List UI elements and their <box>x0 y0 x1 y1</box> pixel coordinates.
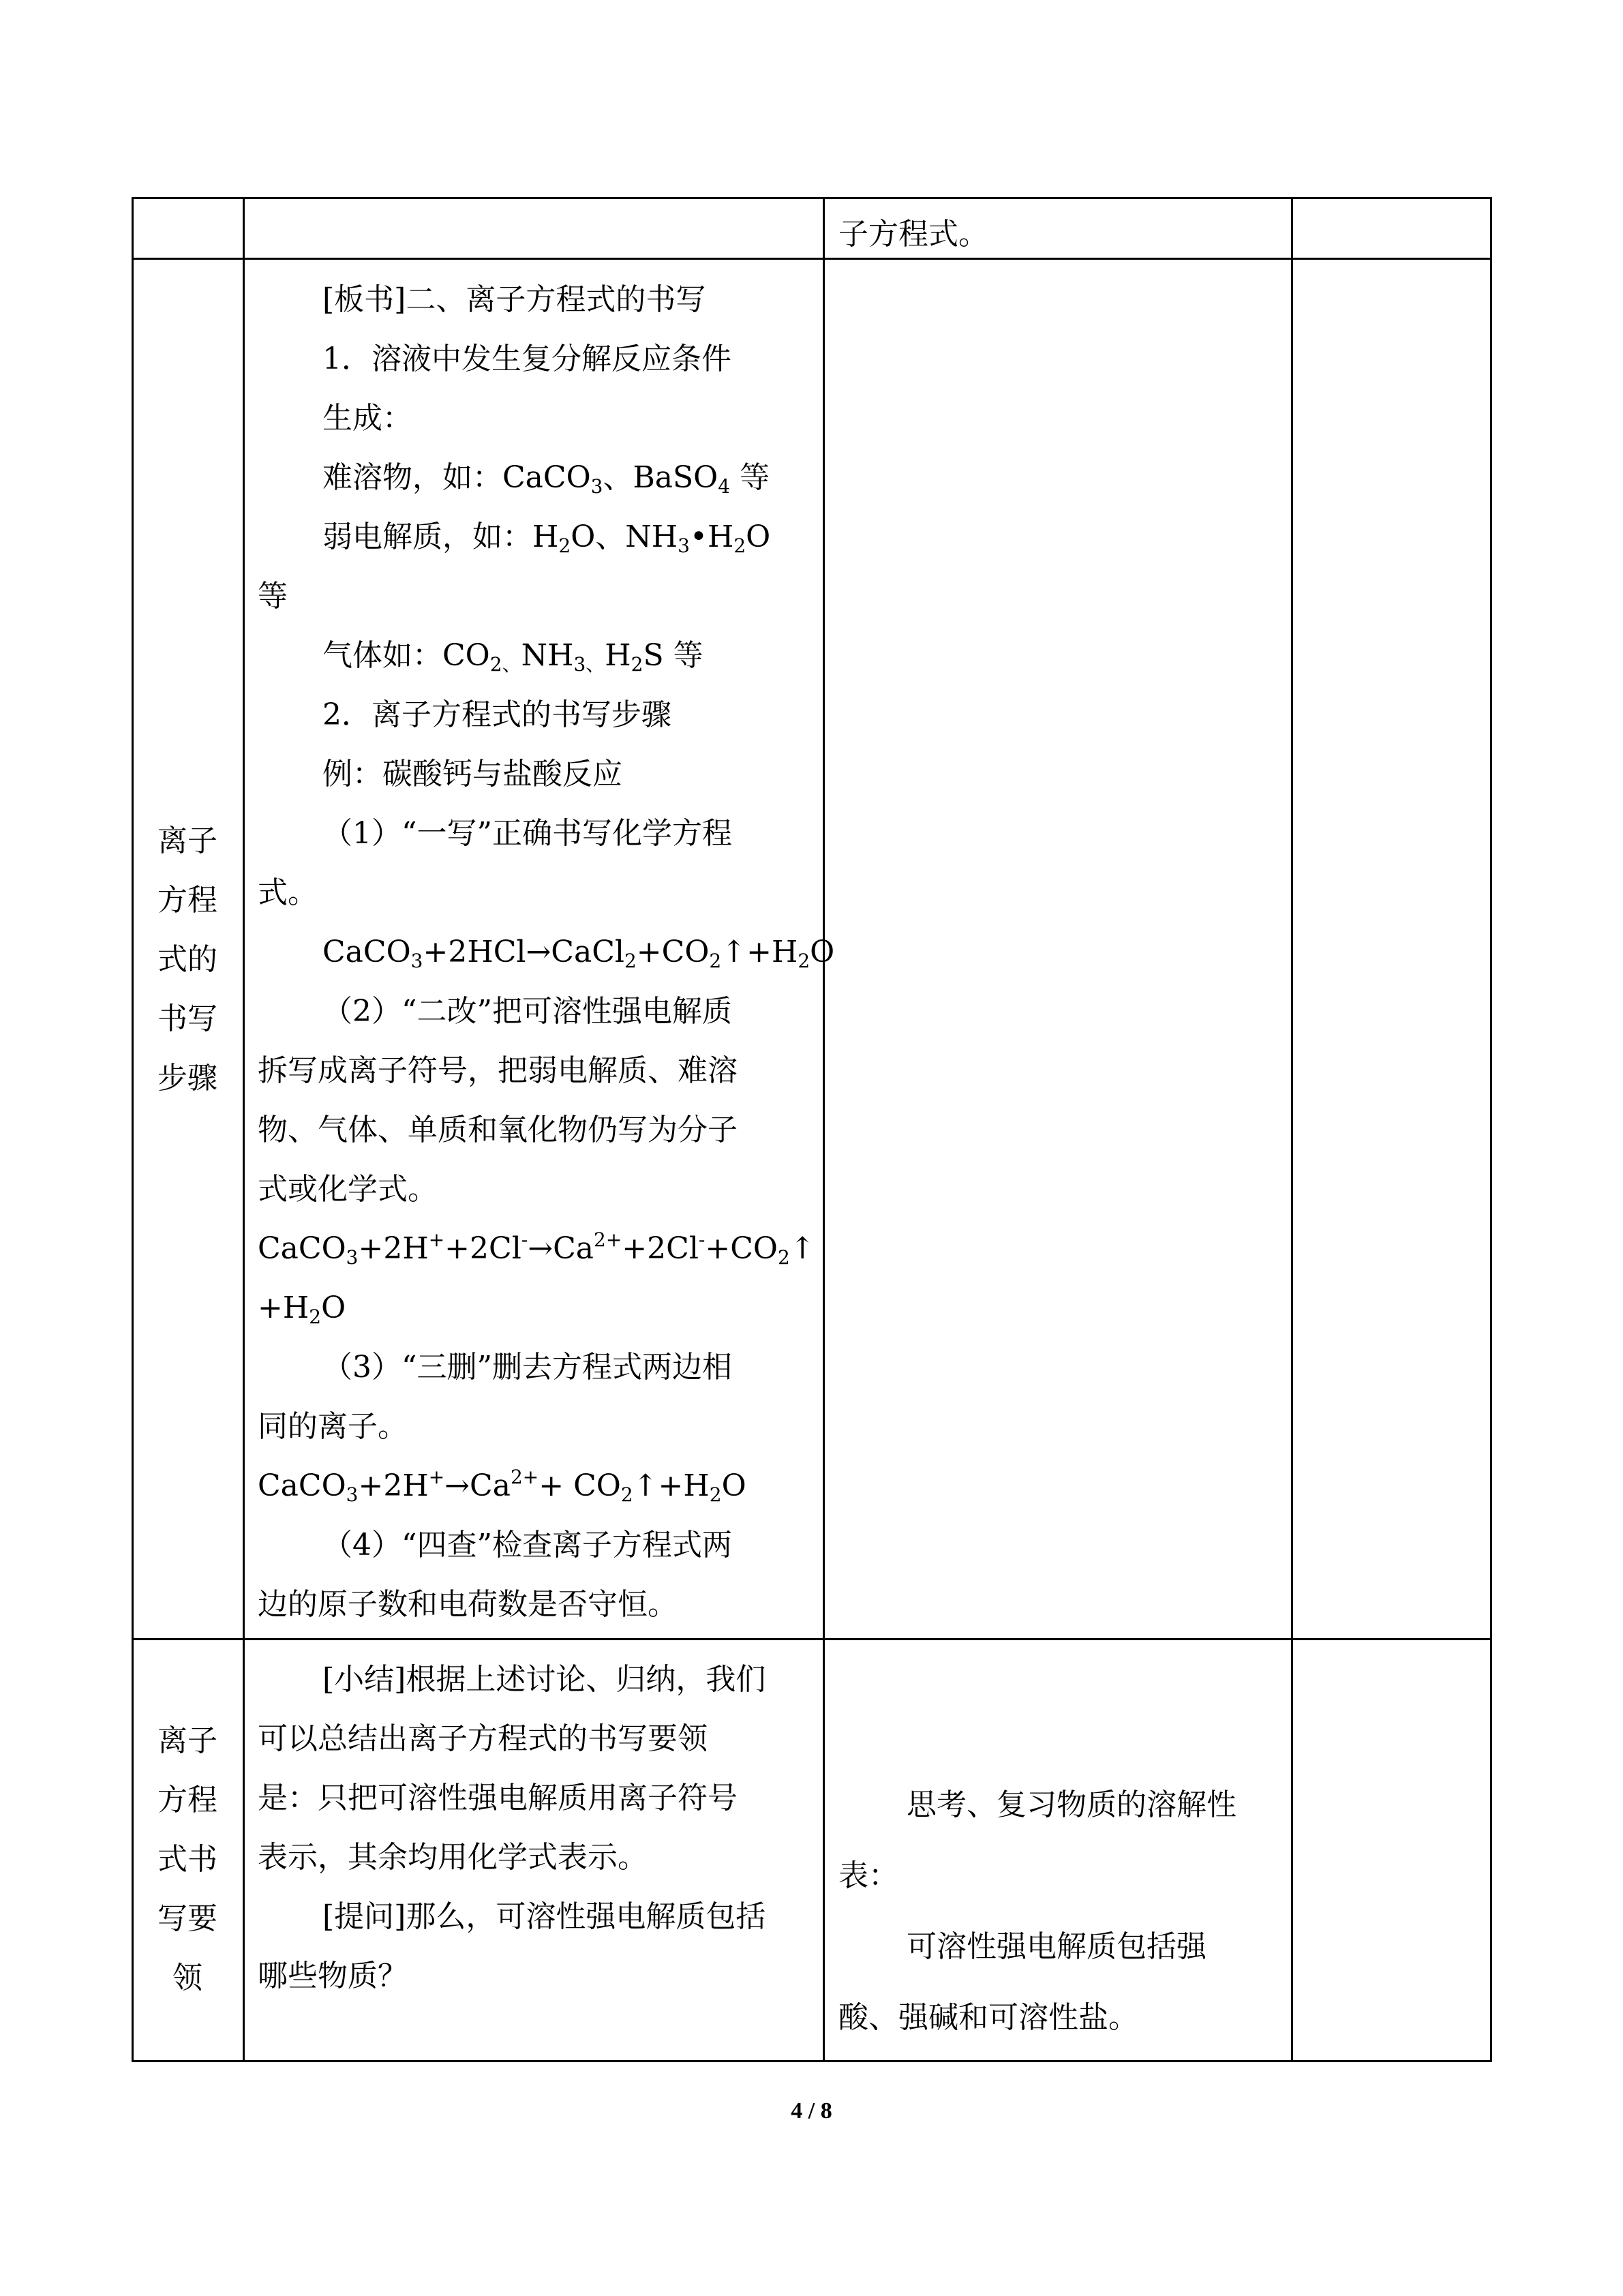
row2-label-line: 步骤 <box>157 1061 217 1096</box>
student-line: 表： <box>838 1858 898 1893</box>
table-rule-col1 <box>243 197 245 2062</box>
item2-title: 2．离子方程式的书写步骤 <box>322 697 671 732</box>
board-title: [板书]二、离子方程式的书写 <box>322 282 706 317</box>
row2-label <box>136 811 239 1108</box>
step2-line: 式或化学式。 <box>258 1172 438 1207</box>
question-line: [提问]那么，可溶性强电解质包括 <box>322 1899 766 1934</box>
weak-electrolyte-line: 弱电解质，如：$H_2O$、$NH_3•H_2O$ <box>322 519 771 557</box>
row3-label <box>136 1711 239 2008</box>
table-rule-col3 <box>1291 197 1293 2062</box>
step3-line: （3）“三删”删去方程式两边相 <box>322 1350 732 1385</box>
step1-line: （1）“一写”正确书写化学方程 <box>322 816 732 851</box>
row3-label-line: 方程 <box>157 1783 217 1817</box>
table-rule-bottom <box>132 2060 1491 2062</box>
step3-line: 同的离子。 <box>258 1409 408 1444</box>
equation-molecular: $CaCO_3+2HCl\to CaCl_2+CO_2↑+H_2O$ <box>322 935 835 972</box>
item1-title: 1．溶液中发生复分解反应条件 <box>322 342 731 376</box>
step4-line: （4）“四查”检查离子方程式两 <box>322 1528 732 1562</box>
student-line: 酸、强碱和可溶性盐。 <box>838 2000 1138 2035</box>
row3-student-cell <box>838 1770 1281 2053</box>
row3-label-line: 写要 <box>157 1901 217 1936</box>
page-number: 4 / 8 <box>791 2098 832 2124</box>
table-rule-row2-bottom <box>132 1638 1491 1640</box>
step4-line: 边的原子数和电荷数是否守恒。 <box>258 1587 678 1622</box>
summary-line: 表示，其余均用化学式表示。 <box>258 1840 648 1875</box>
table-rule-right <box>1490 197 1492 2062</box>
weak-electrolyte-tail: 等 <box>258 579 288 614</box>
item1-sub: 生成： <box>322 401 412 436</box>
table-rule-col2 <box>823 197 825 2062</box>
row2-label-line: 书写 <box>157 1001 217 1036</box>
row3-label-line: 式书 <box>157 1842 217 1877</box>
row1-student-cell <box>838 205 988 264</box>
student-line: 思考、复习物质的溶解性 <box>907 1787 1237 1822</box>
step1-line: 式。 <box>258 875 318 910</box>
row2-label-line: 离子 <box>157 824 217 858</box>
step2-line: （2）“二改”把可溶性强电解质 <box>322 994 732 1029</box>
step2-line: 拆写成离子符号，把弱电解质、难溶 <box>258 1053 738 1088</box>
summary-line: [小结]根据上述讨论、归纳，我们 <box>322 1662 766 1697</box>
example-line: 例：碳酸钙与盐酸反应 <box>322 757 622 791</box>
row1-text: 子方程式。 <box>838 217 988 252</box>
equation-ionic-full-tail: $+H_2O$ <box>258 1290 346 1328</box>
summary-line: 是：只把可溶性强电解质用离子符号 <box>258 1781 738 1815</box>
step2-line: 物、气体、单质和氧化物仍写为分子 <box>258 1113 738 1147</box>
row3-teacher-cell <box>258 1650 817 2006</box>
table-rule-left <box>132 197 134 2062</box>
student-line: 可溶性强电解质包括强 <box>907 1929 1207 1964</box>
row2-label-line: 式的 <box>157 942 217 977</box>
equation-ionic-net: $CaCO_3+2H^+\to Ca^{2+}+$ $CO_2↑+H_2O$ <box>258 1466 746 1506</box>
question-line: 哪些物质？ <box>258 1959 408 1993</box>
row3-label-line: 领 <box>172 1961 202 1995</box>
table-rule-row1-bottom <box>132 258 1491 260</box>
row3-label-line: 离子 <box>157 1723 217 1758</box>
summary-line: 可以总结出离子方程式的书写要领 <box>258 1721 708 1756</box>
equation-ionic-full: $CaCO_3+2H^++2Cl^-\to Ca^{2+}+2Cl^-+CO_2↑$ <box>258 1228 815 1269</box>
row2-label-line: 方程 <box>157 883 217 918</box>
row2-teacher-cell <box>258 270 835 1634</box>
insoluble-line: 难溶物，如：CaCO$_3$、BaSO$_4$ 等 <box>322 460 770 498</box>
gas-line: 气体如：$CO_{2、}NH_{3、}H_2S$ 等 <box>322 638 703 676</box>
table-rule-top <box>132 197 1491 199</box>
